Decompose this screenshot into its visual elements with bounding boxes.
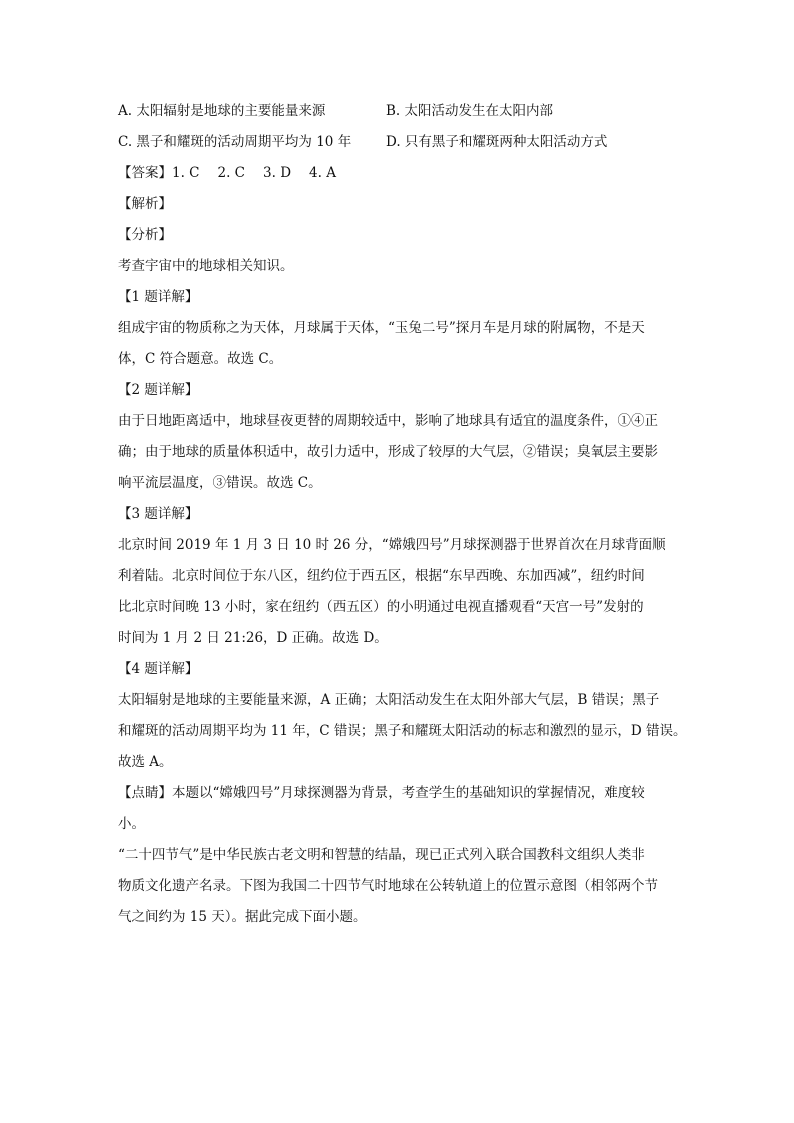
dianjing-line-2: 小。 xyxy=(118,816,145,832)
q2-line-3: 响平流层温度，③错误。故选 C。 xyxy=(118,475,322,491)
q3-line-2: 利着陆。北京时间位于东八区，纽约位于西五区，根据“东早西晚、东加西减”，纽约时间 xyxy=(118,568,645,584)
intro-line-1: “二十四节气”是中华民族古老文明和智慧的结晶，现已正式列入联合国教科文组织人类非 xyxy=(118,847,645,863)
q1-line-1: 组成宇宙的物质称之为天体，月球属于天体，“玉兔二号”探月车是月球的附属物，不是天 xyxy=(118,320,645,336)
fenxi-text: 考查宇宙中的地球相关知识。 xyxy=(118,258,294,274)
options-row-ab xyxy=(118,96,688,127)
document-page xyxy=(118,96,688,933)
q1-line-2: 体，C 符合题意。故选 C。 xyxy=(118,351,283,367)
q2-line-1: 由于日地距离适中，地球昼夜更替的周期较适中，影响了地球具有适宜的温度条件，①④正 xyxy=(118,413,658,429)
q4-line-3: 故选 A。 xyxy=(118,754,173,770)
q4-heading: 【4 题详解】 xyxy=(118,661,199,677)
q4-line-2: 和耀斑的活动周期平均为 11 年，C 错误；黑子和耀斑太阳活动的标志和激烈的显示，D 错误。 xyxy=(118,723,687,739)
intro-line-3: 气之间约为 15 天）。据此完成下面小题。 xyxy=(118,909,367,925)
q2-line-2: 确；由于地球的质量体积适中，故引力适中，形成了较厚的大气层，②错误；臭氧层主要影 xyxy=(118,444,658,460)
dianjing-line-1: 【点睛】本题以“嫦娥四号”月球探测器为背景，考查学生的基础知识的掌握情况，难度较 xyxy=(118,785,645,801)
answer-line xyxy=(118,158,688,189)
fenxi-heading: 【分析】 xyxy=(118,227,172,243)
answer-item-3: 3. D xyxy=(263,165,292,181)
option-a: A. 太阳辐射是地球的主要能量来源 xyxy=(118,103,326,119)
q4-line-1: 太阳辐射是地球的主要能量来源，A 正确；太阳活动发生在太阳外部大气层，B 错误；黑子 xyxy=(118,692,660,708)
q2-heading: 【2 题详解】 xyxy=(118,382,199,398)
jiexi-heading: 【解析】 xyxy=(118,196,172,212)
option-b: B. 太阳活动发生在太阳内部 xyxy=(386,103,554,119)
answer-item-2: 2. C xyxy=(217,165,246,181)
answer-item-4: 4. A xyxy=(309,165,336,181)
intro-line-2: 物质文化遗产名录。下图为我国二十四节气时地球在公转轨道上的位置示意图（相邻两个节 xyxy=(118,878,658,894)
option-c: C. 黑子和耀斑的活动周期平均为 10 年 xyxy=(118,134,352,150)
q3-heading: 【3 题详解】 xyxy=(118,506,199,522)
answer-label: 【答案】 xyxy=(118,165,172,181)
q3-line-3: 比北京时间晚 13 小时，家在纽约（西五区）的小明通过电视直播观看“天宫一号”发射的 xyxy=(118,599,644,615)
q3-line-1: 北京时间 2019 年 1 月 3 日 10 时 26 分，“嫦娥四号”月球探测器于世界首次在月球背面顺 xyxy=(118,537,666,553)
answer-item-1: 1. C xyxy=(172,165,200,181)
options-row-cd xyxy=(118,127,688,158)
q3-line-4: 时间为 1 月 2 日 21:26，D 正确。故选 D。 xyxy=(118,630,388,646)
q1-heading: 【1 题详解】 xyxy=(118,289,199,305)
option-d: D. 只有黑子和耀斑两种太阳活动方式 xyxy=(386,134,608,150)
